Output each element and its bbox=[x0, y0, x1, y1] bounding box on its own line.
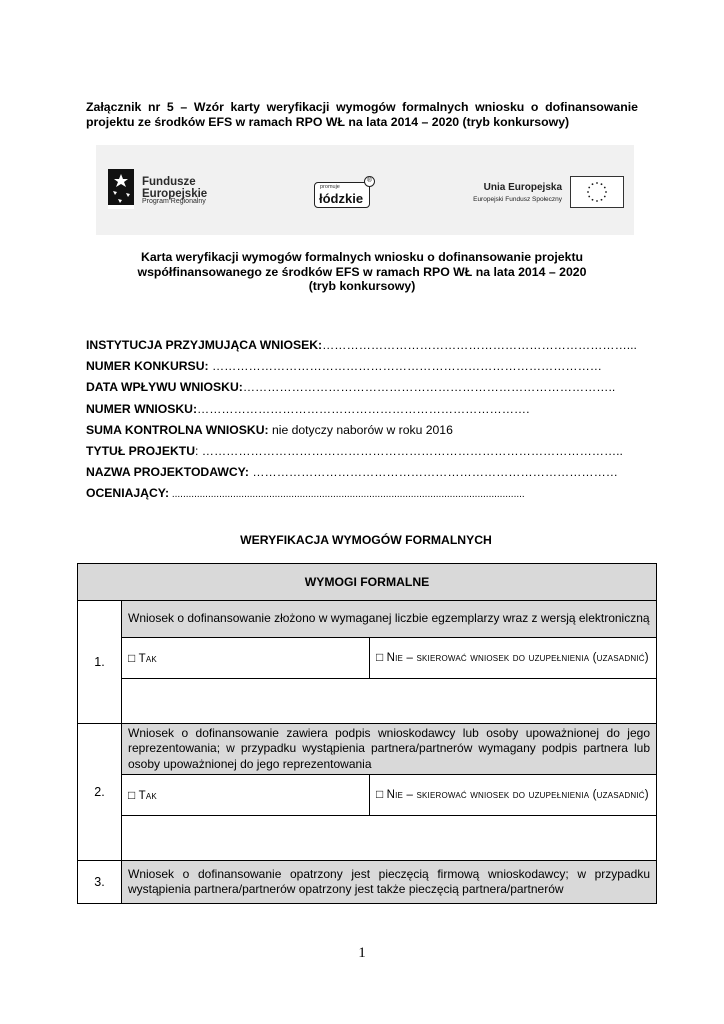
registered-mark-icon: ® bbox=[364, 176, 375, 187]
checkbox-icon[interactable]: □ bbox=[128, 651, 136, 665]
eu-flag-star-icon bbox=[601, 199, 603, 201]
field-label: NAZWA PROJEKTODAWCY: bbox=[86, 465, 249, 480]
table-row bbox=[78, 775, 657, 816]
fe-logo-program: Program Regionalny bbox=[142, 198, 206, 205]
eu-flag-star-icon bbox=[601, 183, 603, 185]
annex-title: Załącznik nr 5 – Wzór karty weryfikacji wymogów formalnych wniosku o dofinansowanie projektu ze środków EFS w ramach RPO WŁ na lata 2014 – 2020 (tryb konkursowy) bbox=[86, 100, 638, 129]
table-header-row bbox=[78, 564, 657, 601]
table-row bbox=[78, 816, 657, 861]
lodzkie-logo-small: promuje bbox=[320, 184, 340, 190]
eu-flag-star-icon bbox=[604, 187, 606, 189]
field-applicant-name bbox=[86, 462, 646, 483]
option-yes-label: Tak bbox=[138, 790, 157, 802]
eu-flag-star-icon bbox=[588, 196, 590, 198]
eu-flag-star-icon bbox=[588, 187, 590, 189]
table-row bbox=[78, 638, 657, 679]
requirements-table bbox=[77, 563, 657, 904]
field-value: : ………………………………………………………………………………………….. bbox=[195, 444, 623, 459]
field-value: ............................................................................................................................... bbox=[169, 489, 525, 501]
row-number: 1. bbox=[78, 601, 122, 724]
row-number: 3. bbox=[78, 861, 122, 904]
form-fields bbox=[86, 335, 646, 506]
lodzkie-logo-frame bbox=[314, 182, 370, 208]
option-no-label: Nie – skierować wniosek do uzupełnienia (uzasadnić) bbox=[386, 789, 649, 801]
option-no[interactable] bbox=[370, 638, 657, 679]
field-label: DATA WPŁYWU WNIOSKU: bbox=[86, 380, 243, 395]
option-no-label: Nie – skierować wniosek do uzupełnienia (uzasadnić) bbox=[386, 652, 649, 664]
card-title-line2: współfinansowanego ze środków EFS w ramach RPO WŁ na lata 2014 – 2020 bbox=[137, 264, 587, 279]
requirement-text: Wniosek o dofinansowanie złożono w wymaganej liczbie egzemplarzy wraz z wersją elektroniczną bbox=[122, 601, 657, 638]
card-title-line3: (tryb konkursowy) bbox=[308, 279, 416, 293]
field-label: SUMA KONTROLNA WNIOSKU: bbox=[86, 422, 269, 437]
fe-logo-line1: Fundusze bbox=[142, 176, 196, 188]
card-title bbox=[96, 250, 628, 294]
lodzkie-logo-big: łódzkie bbox=[319, 191, 364, 206]
eu-flag-star-icon bbox=[604, 196, 606, 198]
eu-flag-star-icon bbox=[596, 200, 598, 202]
table-row bbox=[78, 724, 657, 775]
field-label: TYTUŁ PROJEKTU bbox=[86, 444, 196, 459]
table-header: WYMOGI FORMALNE bbox=[78, 564, 657, 601]
logo-bar bbox=[96, 145, 634, 235]
eu-flag-star-icon bbox=[605, 191, 607, 193]
eu-flag-star-icon bbox=[592, 199, 594, 201]
field-value: nie dotyczy naborów w roku 2016 bbox=[268, 422, 453, 437]
field-value: …………………………………………………………………... bbox=[322, 338, 637, 352]
lodzkie-logo bbox=[314, 178, 376, 208]
checkbox-icon[interactable]: □ bbox=[376, 787, 384, 801]
page-number: 1 bbox=[358, 945, 366, 961]
option-yes-label: Tak bbox=[138, 653, 157, 665]
field-label: NUMER KONKURSU: bbox=[86, 359, 209, 374]
field-competition-number bbox=[86, 356, 646, 377]
table-row bbox=[78, 679, 657, 724]
eu-flag-star-icon bbox=[596, 182, 598, 184]
table-row bbox=[78, 601, 657, 638]
eu-flag-icon bbox=[570, 176, 624, 208]
field-application-number bbox=[86, 399, 646, 420]
field-value: ………………………………………………………………………. bbox=[197, 401, 530, 416]
eu-flag-star-icon bbox=[587, 191, 589, 193]
field-checksum bbox=[86, 420, 646, 441]
eu-logo-fund: Europejski Fundusz Społeczny bbox=[473, 196, 562, 203]
field-evaluator bbox=[86, 483, 646, 505]
fundusze-europejskie-logo-icon bbox=[108, 169, 134, 209]
fe-logo-line2: Europejskie bbox=[142, 188, 208, 200]
field-institution bbox=[86, 335, 646, 356]
eu-logo-name: Unia Europejska bbox=[483, 182, 562, 193]
field-label: INSTYTUCJA PRZYJMUJĄCA WNIOSEK: bbox=[86, 338, 323, 352]
eu-flag-star-icon bbox=[592, 183, 594, 185]
option-yes[interactable] bbox=[122, 775, 370, 816]
option-no[interactable] bbox=[370, 775, 657, 816]
section-title: WERYFIKACJA WYMOGÓW FORMALNYCH bbox=[240, 533, 492, 547]
field-label: OCENIAJĄCY: bbox=[86, 486, 170, 501]
field-project-title bbox=[86, 441, 646, 462]
field-value: …………………………………………………………………………………… bbox=[208, 359, 602, 374]
fe-logo-name bbox=[142, 176, 207, 200]
table-row bbox=[78, 861, 657, 904]
checkbox-icon[interactable]: □ bbox=[376, 650, 384, 664]
field-label: NUMER WNIOSKU: bbox=[86, 401, 198, 416]
card-title-line1: Karta weryfikacji wymogów formalnych wniosku o dofinansowanie projektu bbox=[140, 250, 584, 264]
field-value: ……………………………………………………………………………….. bbox=[242, 380, 616, 395]
option-yes[interactable] bbox=[122, 638, 370, 679]
field-value: ……………………………………………………………………………… bbox=[248, 465, 618, 480]
justification-cell[interactable] bbox=[122, 679, 657, 724]
requirement-text: Wniosek o dofinansowanie opatrzony jest pieczęcią firmową wnioskodawcy; w przypadku wystąpienia partnera/partnerów opatrzony jest także pieczęcią partnera/partnerów bbox=[122, 861, 657, 904]
checkbox-icon[interactable]: □ bbox=[128, 788, 136, 802]
field-receipt-date bbox=[86, 377, 646, 398]
row-number: 2. bbox=[78, 724, 122, 861]
justification-cell[interactable] bbox=[122, 816, 657, 861]
requirement-text: Wniosek o dofinansowanie zawiera podpis wnioskodawcy lub osoby upoważnionej do jego reprezentowania; w przypadku wystąpienia partnera/partnerów wymagany podpis partnera lub osoby upoważnionej do jego reprezentowania bbox=[122, 724, 657, 775]
